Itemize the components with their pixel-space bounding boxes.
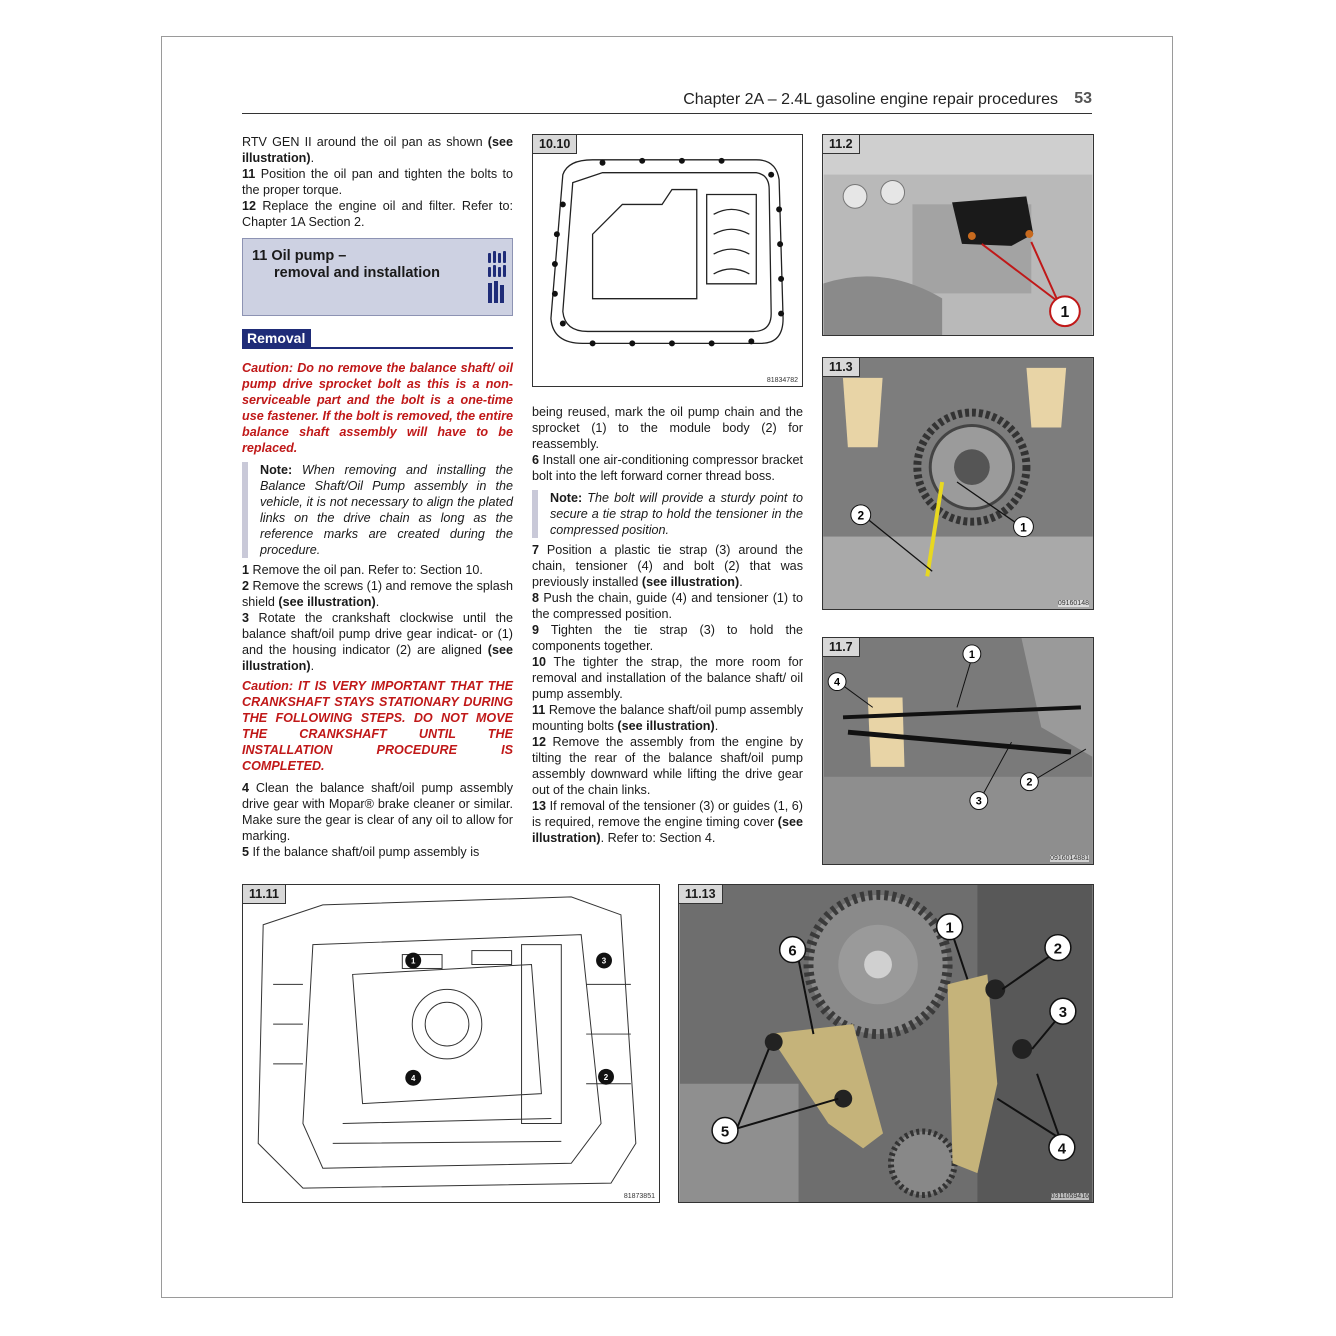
caution-text: Caution: IT IS VERY IMPORTANT THAT THE CRANKSHAFT STAYS STATIONARY DURING THE FOLLOWING STEPS. DO NOT MOVE THE CRANKSHAFT UNTIL THE INSTALLATION PROCEDURE IS COMPLETED.: [242, 679, 513, 773]
step: 1 Remove the oil pan. Refer to: Section 10.: [242, 563, 483, 577]
step: 8 Push the chain, guide (4) and tensioner (1) to the compressed position.: [532, 591, 803, 621]
section-title-line2: removal and installation: [274, 265, 440, 281]
figure-label: 11.3: [823, 358, 860, 377]
figure-code: 0916014881: [1050, 855, 1089, 862]
callout-2: 2: [857, 508, 865, 523]
chapter-title: Chapter 2A – 2.4L gasoline engine repair procedures: [683, 91, 1058, 108]
figure-label: 10.10: [533, 135, 577, 154]
note-block: Note: When removing and installing the Balance Shaft/Oil Pump assembly in the vehicle, it is not necessary to align the plated links on the drive chain as long as the reference marks are created during the procedure.: [242, 462, 513, 558]
callout-3: 3: [1058, 1005, 1068, 1022]
left-column-body: [242, 356, 513, 860]
text-bold: (see illustration): [242, 135, 513, 165]
step: 10 The tighter the strap, the more room for removal and installation of the balance shaft/ oil pump assembly.: [532, 655, 803, 701]
figure-code: 81873851: [623, 1193, 655, 1200]
left-column-top: [242, 134, 513, 230]
removal-heading: Removal: [242, 329, 513, 349]
engine-photo-splash-shield: [823, 135, 1093, 335]
figure-11-3: [822, 357, 1094, 610]
text: .: [310, 151, 315, 165]
callout-2: 2: [1026, 776, 1033, 789]
figure-code: 81834782: [766, 377, 798, 384]
step-number: 11: [242, 167, 256, 181]
step: 3 Rotate the crankshaft clockwise until the balance shaft/oil pump drive gear indicat- or (1) and the housing indicator (2) are aligned (see illustration).: [242, 611, 513, 673]
step: [242, 166, 513, 198]
step-text: Replace the engine oil and filter. Refer to: Chapter 1A Section 2.: [242, 199, 513, 229]
balance-shaft-drawing: [243, 885, 659, 1202]
figure-code: 0311059416: [1050, 1193, 1089, 1200]
step-number: 12: [242, 199, 257, 213]
callout-2: 2: [1053, 941, 1063, 958]
page-number: 53: [1074, 90, 1092, 107]
engine-photo-tie-strap: [823, 638, 1093, 864]
figure-10-10: [532, 134, 803, 387]
paragraph: [242, 134, 513, 166]
text: RTV GEN II around the oil pan as shown: [242, 135, 488, 149]
step: 13 If removal of the tensioner (3) or guides (1, 6) is required, remove the engine timing cover (see illustration). Refer to: Section 4.: [532, 799, 803, 845]
step: 6 Install one air-conditioning compressor bracket bolt into the left forward corner thread boss.: [532, 453, 803, 483]
callout-1: 1: [945, 920, 954, 937]
callout-1: 1: [1020, 520, 1027, 535]
figure-code: 09160148: [1057, 600, 1089, 607]
figure-label: 11.2: [823, 135, 860, 154]
page-header: [242, 89, 1092, 114]
paragraph: being reused, mark the oil pump chain and the sprocket (1) to the module body (2) for reassembly.: [532, 405, 803, 451]
callout-1: 1: [1060, 304, 1070, 322]
figure-11-11: [242, 884, 660, 1203]
step: 2 Remove the screws (1) and remove the splash shield (see illustration).: [242, 579, 513, 609]
wrench-tools-icon: [486, 249, 508, 305]
callout-4: 4: [411, 1073, 416, 1083]
figure-label: 11.7: [823, 638, 860, 657]
figure-11-7: [822, 637, 1094, 865]
note-block: Note: The bolt will provide a sturdy point to secure a tie strap to hold the tensioner in the compressed position.: [532, 490, 803, 538]
caution-text: Caution: Do no remove the balance shaft/ oil pump drive sprocket bolt as this is a non-serviceable part and the bolt is a one-time use fastener. If the bolt is removed, the entire balance shaft assembly will have to be replaced.: [242, 361, 513, 455]
section-heading-box: [242, 238, 513, 316]
section-title-line1: 11 Oil pump –: [252, 248, 347, 264]
step: 4 Clean the balance shaft/oil pump assembly drive gear with Mopar® brake cleaner or similar. Make sure the gear is clear of any oil to allow for marking.: [242, 781, 513, 843]
step: [242, 198, 513, 230]
callout-1: 1: [968, 648, 975, 661]
figure-label: 11.11: [243, 885, 286, 904]
step: 9 Tighten the tie strap (3) to hold the components together.: [532, 623, 803, 653]
step: 11 Remove the balance shaft/oil pump assembly mounting bolts (see illustration).: [532, 703, 803, 733]
callout-3: 3: [975, 795, 982, 808]
middle-column-body: [532, 404, 803, 846]
step: 7 Position a plastic tie strap (3) around the chain, tensioner (4) and bolt (2) that was previously installed (see illustration).: [532, 543, 803, 589]
manual-page: [161, 36, 1173, 1298]
callout-4: 4: [1057, 1141, 1067, 1158]
callout-3: 3: [601, 956, 607, 966]
figure-11-13: [678, 884, 1094, 1203]
callout-6: 6: [788, 943, 797, 960]
figure-label: 11.13: [679, 885, 723, 904]
oil-pan-drawing: [533, 135, 802, 386]
callout-4: 4: [834, 676, 841, 689]
callout-1: 1: [411, 956, 416, 966]
callout-5: 5: [720, 1124, 730, 1141]
step: 12 Remove the assembly from the engine by tilting the rear of the balance shaft/oil pump assembly downward while lifting the drive gear out of the chain links.: [532, 735, 803, 797]
callout-2: 2: [603, 1072, 609, 1082]
step: 5 If the balance shaft/oil pump assembly is: [242, 845, 480, 859]
figure-11-2: [822, 134, 1094, 336]
engine-photo-sprocket: [823, 358, 1093, 609]
timing-chain-photo: [679, 885, 1093, 1202]
step-text: Position the oil pan and tighten the bolts to the proper torque.: [242, 167, 513, 197]
